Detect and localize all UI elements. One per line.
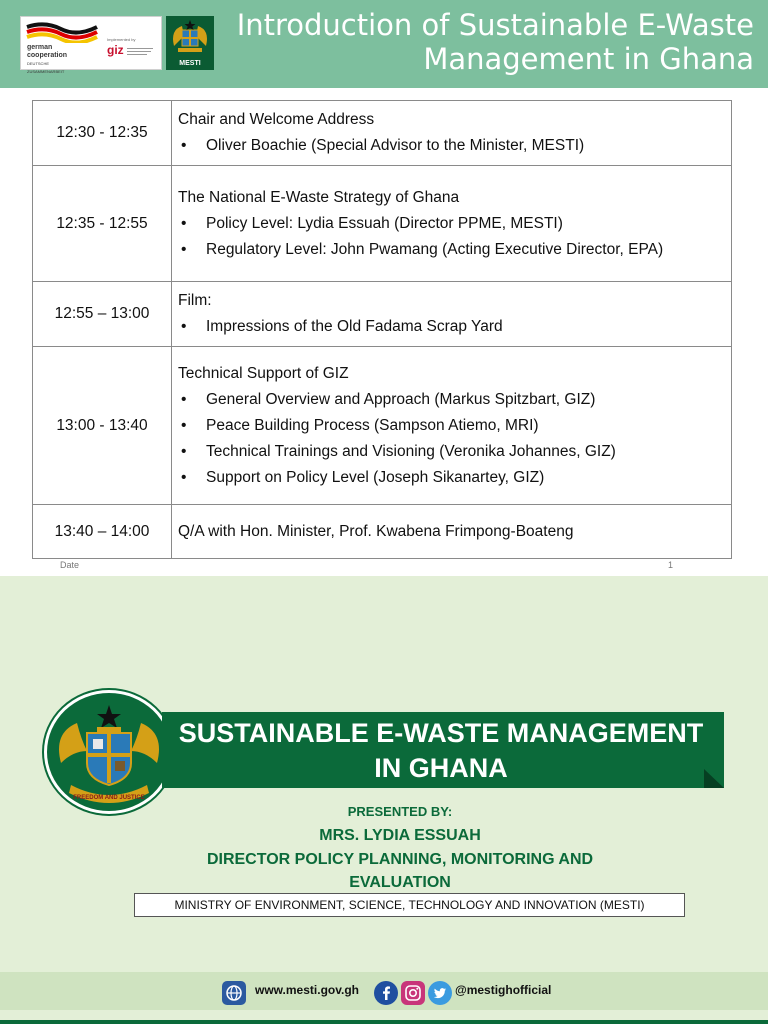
agenda-item-title: The National E-Waste Strategy of Ghana <box>178 188 460 206</box>
facebook-icon[interactable] <box>374 981 398 1005</box>
agenda-bullet-text: Policy Level: Lydia Essuah (Director PPME, MESTI) <box>206 214 563 232</box>
bullet-icon: • <box>181 416 187 434</box>
agenda-row <box>33 282 732 347</box>
ministry-box: MINISTRY OF ENVIRONMENT, SCIENCE, TECHNOLOGY AND INNOVATION (MESTI) <box>134 893 685 917</box>
agenda-item-title: Technical Support of GIZ <box>178 364 349 382</box>
ghana-coat-of-arms-emblem <box>44 690 174 814</box>
agenda-bullet <box>178 439 725 465</box>
german-cooperation-giz-logo <box>20 16 162 74</box>
coat-of-arms-icon <box>47 693 171 811</box>
german-cooperation-text: german cooperation DEUTSCHE ZUSAMMENARBEIT <box>27 44 68 74</box>
giz-tagline-lines-icon <box>127 47 155 57</box>
agenda-item-title: Chair and Welcome Address <box>178 111 375 128</box>
footer-page-number: 1 <box>668 560 674 570</box>
agenda-time: 13:40 – 14:00 <box>33 505 172 559</box>
social-handle[interactable]: @mestighofficial <box>455 983 552 997</box>
agenda-time: 12:35 - 12:55 <box>33 166 172 282</box>
instagram-icon[interactable] <box>401 981 425 1005</box>
svg-text:FREEDOM AND JUSTICE: FREEDOM AND JUSTICE <box>73 795 145 801</box>
website-link[interactable]: www.mesti.gov.gh <box>255 983 360 997</box>
agenda-row <box>33 347 732 505</box>
agenda-content <box>172 505 732 559</box>
contact-bar <box>0 972 768 1010</box>
ghana-coat-of-arms-icon <box>166 16 214 56</box>
agenda-bullet <box>178 237 725 263</box>
agenda-table <box>32 100 732 559</box>
twitter-icon[interactable] <box>428 981 452 1005</box>
bullet-icon: • <box>181 214 187 232</box>
bullet-icon: • <box>181 318 187 335</box>
agenda-content <box>172 282 732 347</box>
mesti-logo <box>166 16 214 70</box>
bullet-icon: • <box>181 390 187 408</box>
agenda-bullet <box>178 465 725 491</box>
agenda-content <box>172 347 732 505</box>
agenda-bullet <box>178 211 725 237</box>
agenda-row <box>33 166 732 282</box>
agenda-bullet-text: Peace Building Process (Sampson Atiemo, MRI) <box>206 416 539 434</box>
bullet-icon: • <box>181 137 187 154</box>
bottom-strip <box>0 1020 768 1024</box>
agenda-bullet-text: Oliver Boachie (Special Advisor to the Minister, MESTI) <box>206 137 585 154</box>
title-slide <box>0 576 768 1024</box>
agenda-row <box>33 101 732 166</box>
globe-icon <box>222 981 246 1005</box>
agenda-bullet <box>178 387 725 413</box>
footer-date: Date <box>60 560 80 570</box>
presenter-name: MRS. LYDIA ESSUAH <box>319 827 481 844</box>
presented-by-label: PRESENTED BY: <box>347 804 453 819</box>
agenda-bullet <box>178 314 725 340</box>
agenda-content <box>172 101 732 166</box>
agenda-bullet-text: Technical Trainings and Visioning (Veronika Johannes, GIZ) <box>206 442 616 460</box>
slide-title: Introduction of Sustainable E-Waste Management in Ghana <box>236 8 754 76</box>
agenda-row <box>33 505 732 559</box>
bullet-icon: • <box>181 468 187 486</box>
agenda-bullet <box>178 133 725 159</box>
agenda-bullet-text: General Overview and Approach (Markus Spitzbart, GIZ) <box>206 390 596 408</box>
agenda-bullet-text: Regulatory Level: John Pwamang (Acting Executive Director, EPA) <box>206 240 664 258</box>
german-flag-icon <box>25 21 99 43</box>
agenda-time: 12:55 – 13:00 <box>33 282 172 347</box>
presenter-position: DIRECTOR POLICY PLANNING, MONITORING AND EVALUATION <box>206 851 594 891</box>
mesti-label: MESTI <box>179 60 201 67</box>
agenda-item-title: Film: <box>178 292 212 309</box>
implemented-by-text: Implemented by <box>107 37 136 42</box>
bullet-icon: • <box>181 442 187 460</box>
agenda-time: 13:00 - 13:40 <box>33 347 172 505</box>
agenda-content <box>172 166 732 282</box>
bullet-icon: • <box>181 240 187 258</box>
agenda-item-title: Q/A with Hon. Minister, Prof. Kwabena Frimpong-Boateng <box>178 522 574 540</box>
agenda-bullet-text: Support on Policy Level (Joseph Sikanartey, GIZ) <box>206 468 545 486</box>
presentation-title: SUSTAINABLE E-WASTE MANAGEMENT IN GHANA <box>178 718 704 783</box>
agenda-bullet <box>178 413 725 439</box>
slide-header <box>0 0 768 88</box>
giz-logo-text: giz <box>107 43 124 57</box>
agenda-bullet-text: Impressions of the Old Fadama Scrap Yard <box>206 318 503 335</box>
agenda-time: 12:30 - 12:35 <box>33 101 172 166</box>
